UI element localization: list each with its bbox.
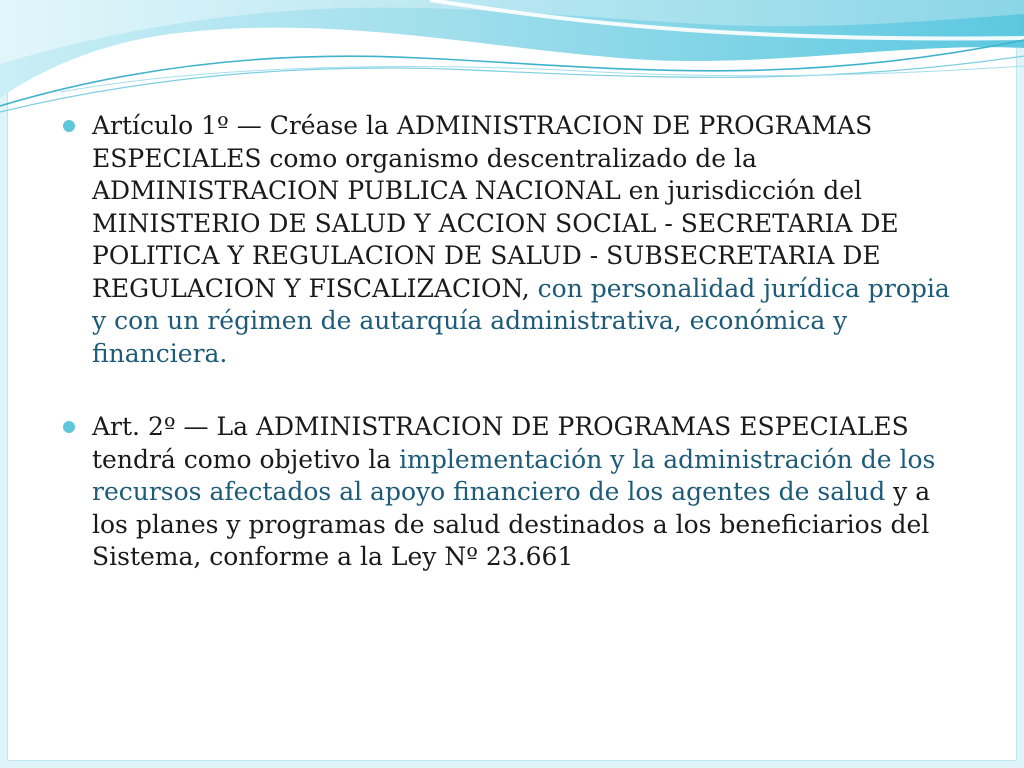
article-1 <box>62 110 962 370</box>
swoosh-line-2 <box>0 56 1024 112</box>
article-list <box>62 110 962 615</box>
article-1-highlight: con personalidad jurídica propia y con un régimen de autarquía administrativa, económica y financiera. <box>92 273 950 368</box>
article-2-trail: y a los planes y programas de salud destinados a los beneficiarios del Sistema, conforme a la Ley Nº 23.661 <box>92 477 931 571</box>
article-1-text: Artículo 1º — Créase la ADMINISTRACION DE PROGRAMAS ESPECIALES como organismo descentralizado de la ADMINISTRACION PUBLICA NACIONAL en jurisdicción del MINISTERIO DE SALUD Y ACCION SOCIAL - SECRETARIA DE POLITICA Y REGULACION DE SALUD - SUBSECRETARIA DE REGULACION Y FISCALIZACION, <box>92 111 899 303</box>
article-2 <box>62 411 962 574</box>
bullet-dot-icon <box>63 120 75 132</box>
swoosh-line-3 <box>60 66 1024 92</box>
bullet-dot-icon <box>63 421 75 433</box>
article-2-highlight: implementación y la administración de los recursos afectados al apoyo financiero de los agentes de salud <box>92 444 936 506</box>
article-2-lead: Art. 2º — La ADMINISTRACION DE PROGRAMAS ESPECIALES tendrá como objetivo la <box>92 412 909 474</box>
